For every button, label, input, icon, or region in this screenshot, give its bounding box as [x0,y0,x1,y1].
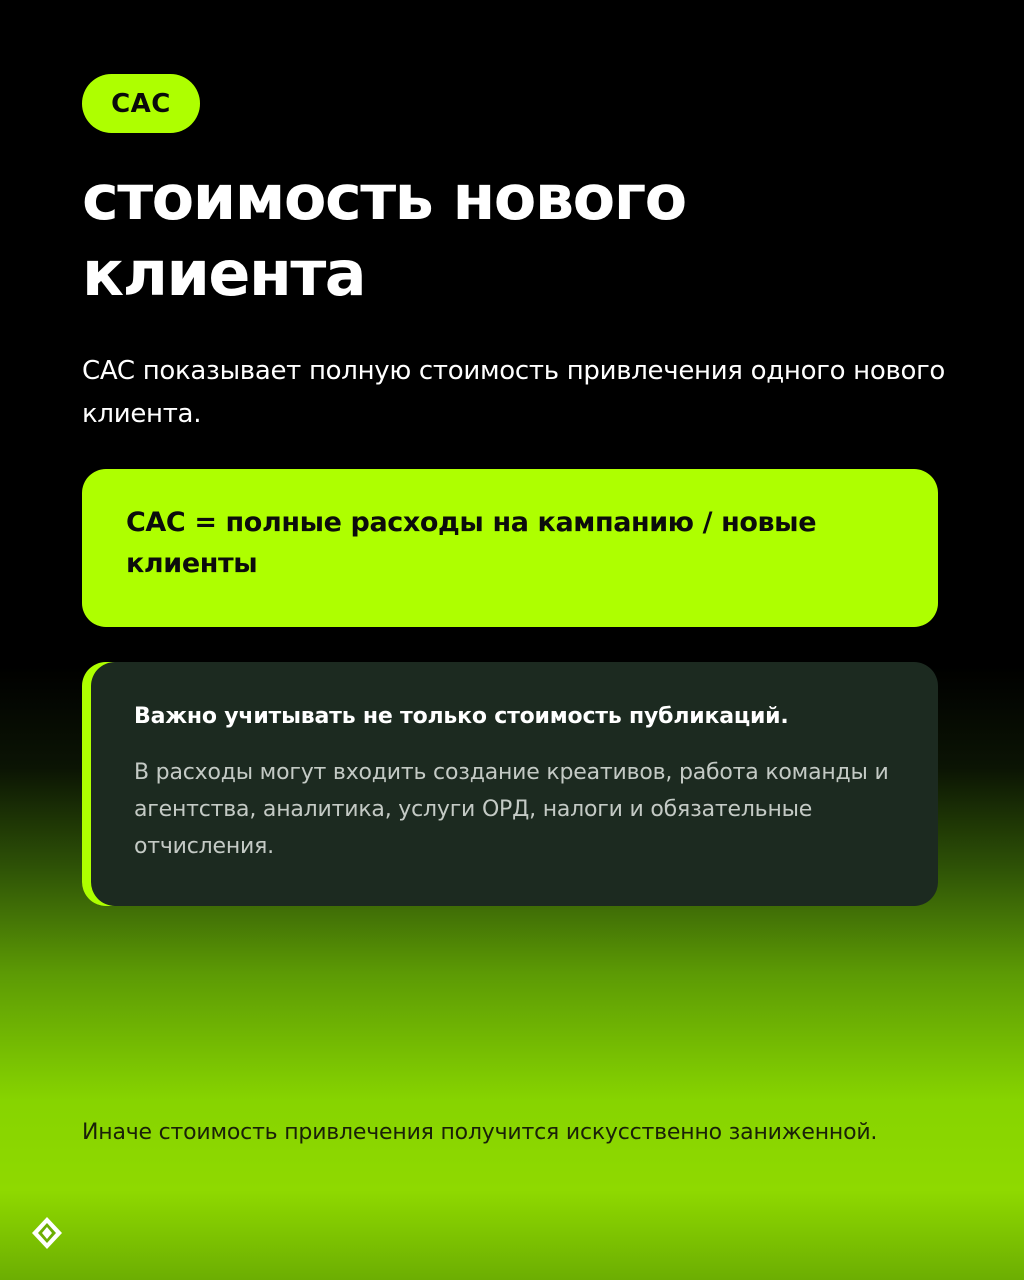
brand-diamond-icon [30,1216,64,1250]
note-heading: Важно учитывать не только стоимость публикаций. [134,704,789,729]
page-title [82,160,962,312]
note-card [82,662,938,906]
note-body: В расходы могут входить создание креативов, работа команды и агентства, аналитика, услуги ОРД, налоги и обязательные отчисления. [134,760,889,859]
topic-tag: CAC [82,74,200,133]
formula-text: CAC = полные расходы на кампанию / новые клиенты [126,507,817,579]
intro-text: CAC показывает полную стоимость привлечения одного нового клиента. [82,356,946,429]
formula-card [82,469,938,627]
footer-text: Иначе стоимость привлечения получится искусственно заниженной. [82,1120,878,1145]
title-line: клиента [82,237,366,310]
title-line: стоимость нового [82,161,686,234]
